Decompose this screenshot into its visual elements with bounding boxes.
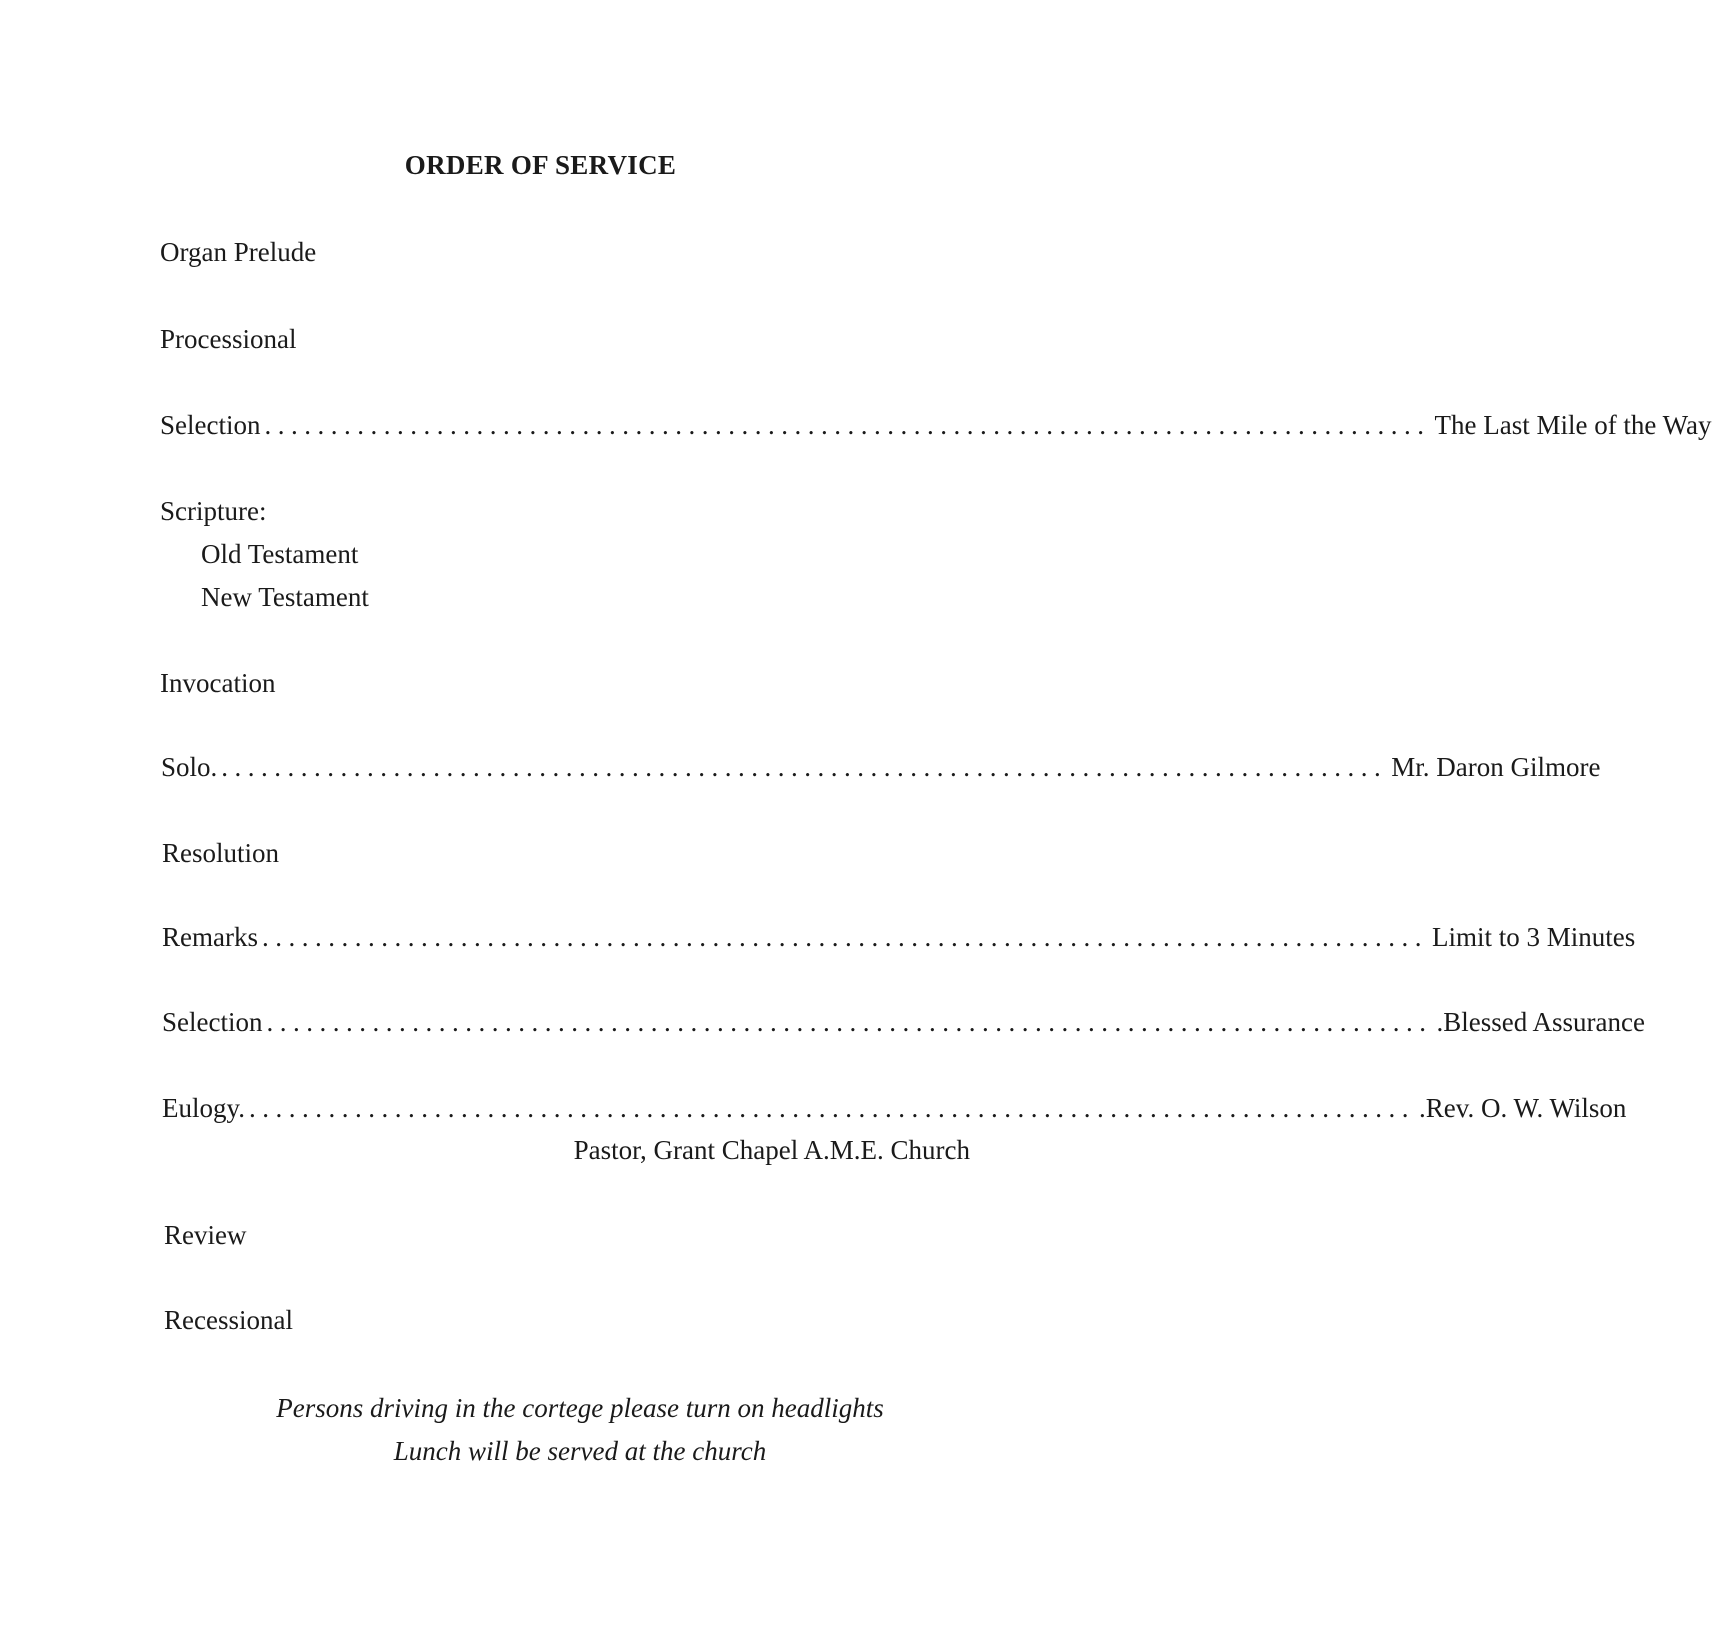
dot-leader: ........................................................................................ — [264, 410, 1431, 440]
processional-item: Processional — [160, 324, 297, 354]
eulogy-item — [162, 1091, 1627, 1125]
remarks-label: Remarks — [162, 922, 258, 952]
scripture-heading: Scripture: — [160, 496, 267, 526]
closing-notes — [0, 1387, 1160, 1473]
selection-label: Selection — [162, 1007, 263, 1037]
selection-item-1 — [160, 408, 1712, 442]
review-item: Review — [164, 1220, 247, 1250]
solo-label: Solo. — [161, 752, 218, 782]
organ-prelude-item: Organ Prelude — [160, 237, 317, 267]
solo-item — [161, 750, 1601, 784]
invocation-item: Invocation — [160, 668, 276, 698]
dot-leader: ........................................................................................ — [221, 752, 1388, 782]
page-title: ORDER OF SERVICE — [404, 150, 677, 180]
selection-item-2 — [162, 1005, 1645, 1039]
solo-performer: Mr. Daron Gilmore — [1391, 752, 1601, 782]
dot-leader: ........................................................................................ — [261, 922, 1428, 952]
dot-leader: ........................................................................................ — [266, 1007, 1433, 1037]
eulogy-label: Eulogy. — [162, 1093, 245, 1123]
recessional-item: Recessional — [164, 1305, 293, 1335]
scripture-old-testament: Old Testament — [201, 539, 359, 569]
selection-title: .Blessed Assurance — [1436, 1007, 1645, 1037]
lunch-note: Lunch will be served at the church — [393, 1436, 767, 1466]
eulogy-speaker: .Rev. O. W. Wilson — [1419, 1093, 1627, 1123]
selection-title: The Last Mile of the Way — [1434, 410, 1712, 440]
remarks-item — [162, 920, 1636, 954]
selection-label: Selection — [160, 410, 261, 440]
eulogy-speaker-title: Pastor, Grant Chapel A.M.E. Church — [573, 1135, 970, 1165]
cortege-note: Persons driving in the cortege please turn on headlights — [276, 1393, 884, 1423]
dot-leader: ........................................................................................ — [249, 1093, 1415, 1123]
scripture-new-testament: New Testament — [201, 582, 369, 612]
resolution-item: Resolution — [162, 838, 280, 868]
remarks-limit: Limit to 3 Minutes — [1431, 922, 1636, 952]
